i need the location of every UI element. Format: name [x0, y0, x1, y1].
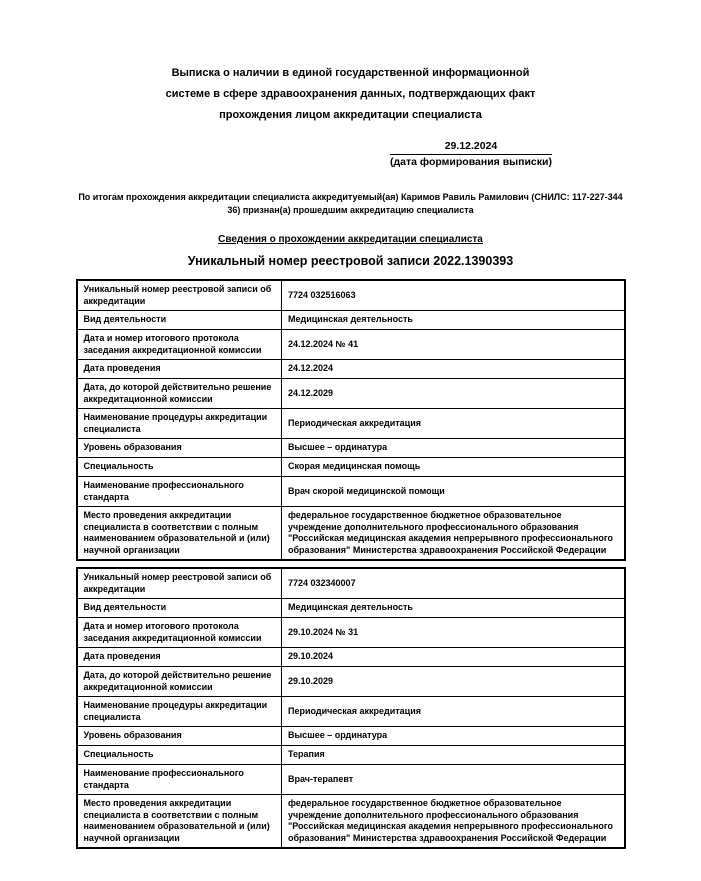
document-title-line: системе в сфере здравоохранения данных, подтверждающих факт: [165, 88, 536, 100]
row-value: Высшее – ординатура: [282, 439, 625, 458]
document-title-line: прохождения лицом аккредитации специалиста: [219, 109, 482, 121]
accreditation-record-table-1: [76, 279, 626, 561]
row-value: Врач-терапевт: [282, 765, 625, 795]
row-label: Место проведения аккредитации специалиста в соответствии с полным наименованием образовательной и (или) научной организации: [77, 795, 282, 849]
registry-number-heading: Уникальный номер реестровой записи 2022.1390393: [187, 254, 514, 268]
row-label: Дата и номер итогового протокола заседания аккредитационной комиссии: [77, 330, 282, 360]
formation-date-block: [390, 140, 552, 169]
table-row: [77, 746, 625, 765]
row-value: 24.12.2024 № 41: [282, 330, 625, 360]
row-label: Наименование профессионального стандарта: [77, 765, 282, 795]
table-row: [77, 667, 625, 697]
row-label: Наименование профессионального стандарта: [77, 477, 282, 507]
document-title-line: Выписка о наличии в единой государственной информационной: [171, 67, 530, 79]
row-value: 29.10.2029: [282, 667, 625, 697]
table-row: [77, 311, 625, 330]
row-label: Место проведения аккредитации специалиста в соответствии с полным наименованием образовательной и (или) научной организации: [77, 507, 282, 561]
formation-date: 29.12.2024: [390, 140, 552, 155]
row-label: Дата проведения: [77, 360, 282, 379]
row-value: Врач скорой медицинской помощи: [282, 477, 625, 507]
document-title: [0, 63, 701, 126]
section-heading: Сведения о прохождении аккредитации специалиста: [218, 234, 483, 245]
table-row: [77, 599, 625, 618]
row-label: Уникальный номер реестровой записи об аккредитации: [77, 280, 282, 311]
row-value: Медицинская деятельность: [282, 599, 625, 618]
accreditation-table-body: [77, 280, 625, 560]
row-value: Периодическая аккредитация: [282, 697, 625, 727]
row-value: Высшее – ординатура: [282, 727, 625, 746]
row-label: Уровень образования: [77, 727, 282, 746]
row-value: Терапия: [282, 746, 625, 765]
table-row: [77, 409, 625, 439]
table-row: [77, 458, 625, 477]
row-label: Уровень образования: [77, 439, 282, 458]
accreditation-table-body: [77, 568, 625, 848]
intro-paragraph: По итогам прохождения аккредитации специалиста аккредитуемый(ая) Каримов Равиль Рамилович (СНИЛС: 117-227-344 36) признан(а) прошедшим аккредитацию специалиста: [78, 192, 623, 215]
table-row: [77, 648, 625, 667]
table-row: [77, 477, 625, 507]
row-value: федеральное государственное бюджетное образовательное учреждение дополнительного профессионального образования "Российская медицинская академия непрерывного профессионального образования" Министерства здравоохранения Российской Федерации: [282, 507, 625, 561]
table-row: [77, 360, 625, 379]
row-value: Скорая медицинская помощь: [282, 458, 625, 477]
row-label: Специальность: [77, 458, 282, 477]
row-value: 7724 032340007: [282, 568, 625, 599]
table-row: [77, 379, 625, 409]
row-value: 24.12.2024: [282, 360, 625, 379]
row-label: Вид деятельности: [77, 311, 282, 330]
table-row: [77, 697, 625, 727]
row-label: Дата, до которой действительно решение аккредитационной комиссии: [77, 379, 282, 409]
table-row: [77, 765, 625, 795]
row-label: Специальность: [77, 746, 282, 765]
row-label: Наименование процедуры аккредитации специалиста: [77, 697, 282, 727]
row-label: Дата проведения: [77, 648, 282, 667]
row-label: Дата, до которой действительно решение аккредитационной комиссии: [77, 667, 282, 697]
row-label: Вид деятельности: [77, 599, 282, 618]
table-row: [77, 568, 625, 599]
table-row: [77, 330, 625, 360]
row-value: 7724 032516063: [282, 280, 625, 311]
row-value: Периодическая аккредитация: [282, 409, 625, 439]
table-row: [77, 795, 625, 849]
table-row: [77, 727, 625, 746]
table-row: [77, 507, 625, 561]
row-value: 24.12.2029: [282, 379, 625, 409]
row-value: 29.10.2024: [282, 648, 625, 667]
row-label: Уникальный номер реестровой записи об аккредитации: [77, 568, 282, 599]
row-value: 29.10.2024 № 31: [282, 618, 625, 648]
row-value: Медицинская деятельность: [282, 311, 625, 330]
table-row: [77, 280, 625, 311]
accreditation-record-table-2: [76, 567, 626, 849]
row-value: федеральное государственное бюджетное образовательное учреждение дополнительного профессионального образования "Российская медицинская академия непрерывного профессионального образования" Министерства здравоохранения Российской Федерации: [282, 795, 625, 849]
formation-date-caption: (дата формирования выписки): [390, 156, 552, 168]
table-row: [77, 618, 625, 648]
row-label: Дата и номер итогового протокола заседания аккредитационной комиссии: [77, 618, 282, 648]
document-page: [0, 63, 701, 881]
table-row: [77, 439, 625, 458]
row-label: Наименование процедуры аккредитации специалиста: [77, 409, 282, 439]
